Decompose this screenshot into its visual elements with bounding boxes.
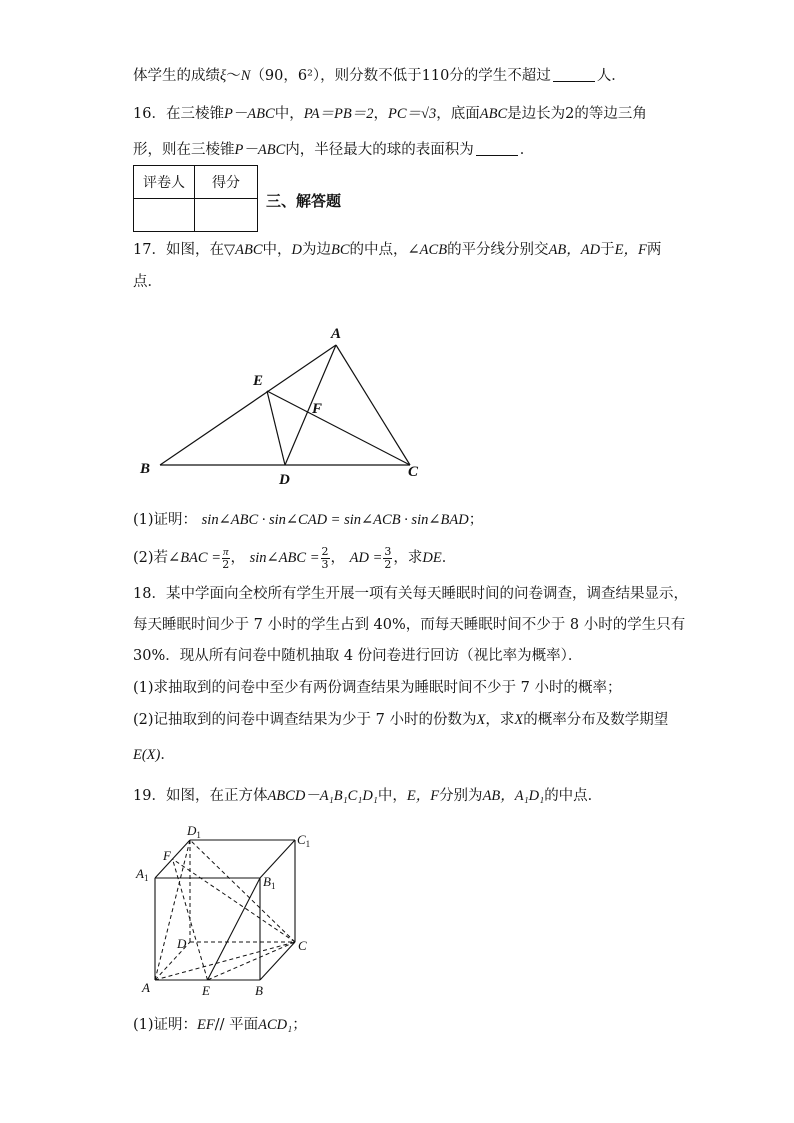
comma: ， bbox=[230, 550, 246, 566]
frac-num: 2 bbox=[321, 544, 329, 558]
part-label: (1)证明： bbox=[133, 1017, 198, 1033]
q19-part-1 bbox=[133, 1015, 307, 1035]
part-label: (1)证明： bbox=[133, 512, 198, 528]
var-x: X bbox=[514, 712, 524, 728]
fraction-3-2 bbox=[383, 546, 392, 571]
q15-text-2: （90，6²），则分数不低于110分的学生不超过 bbox=[250, 68, 551, 84]
comma: ， bbox=[330, 550, 345, 566]
period: ． bbox=[441, 550, 457, 566]
q18-text: 的概率分布及数学期望 bbox=[523, 712, 669, 728]
segment-ed bbox=[267, 391, 285, 465]
q18-line-4: (1)求抽取到的问卷中至少有两份调查结果为睡眠时间不少于 7 小时的概率； bbox=[133, 680, 622, 696]
lines-ab-ad: AB，AD bbox=[548, 242, 601, 258]
label-d1: $D_1$ bbox=[187, 823, 201, 840]
q16-text: ，底面 bbox=[436, 106, 480, 122]
side-ac bbox=[336, 345, 410, 465]
diag-ad1 bbox=[155, 840, 190, 980]
segment-eb1 bbox=[208, 878, 261, 980]
q17-text: 于 bbox=[600, 242, 615, 258]
label-b: B bbox=[140, 461, 151, 477]
comma: ， bbox=[373, 106, 389, 122]
frac-den: 2 bbox=[222, 557, 230, 571]
label-e: E bbox=[202, 983, 210, 998]
pa-pb: PA＝PB＝2 bbox=[303, 106, 374, 122]
q16-text: ． bbox=[519, 142, 535, 158]
q17-text: 点． bbox=[133, 274, 162, 290]
q18-line-5 bbox=[133, 710, 668, 730]
q18-line-1: 18．某中学面向全校所有学生开展一项有关每天睡眠时间的问卷调查，调查结果显示， bbox=[133, 586, 688, 602]
label-b: B bbox=[255, 983, 263, 998]
edge-bc bbox=[260, 942, 295, 980]
base-abc: ABC bbox=[479, 106, 508, 122]
segment-de: DE bbox=[422, 550, 442, 566]
q19-text: 中， bbox=[377, 788, 407, 804]
fraction-pi-2 bbox=[222, 546, 230, 571]
diag-ac bbox=[155, 942, 295, 980]
q15-tail-line bbox=[133, 66, 626, 86]
segment-ef-text: EF bbox=[197, 1017, 215, 1033]
q17-text: 17．如图，在 bbox=[133, 242, 224, 258]
q17-part-1 bbox=[133, 510, 483, 530]
q17-text: 两 bbox=[646, 242, 662, 258]
q19-text: 的中点． bbox=[544, 788, 603, 804]
q18-line-6 bbox=[133, 745, 175, 765]
equation-1: sin∠ABC · sin∠CAD = sin∠ACB · sin∠BAD bbox=[201, 512, 469, 528]
grader-header: 评卷人 bbox=[134, 166, 195, 199]
q16-text: 内，半径最大的球的表面积为 bbox=[285, 142, 474, 158]
score-table bbox=[133, 165, 258, 232]
q16-line-2 bbox=[133, 140, 534, 160]
q18-text: ，求 bbox=[485, 712, 515, 728]
cube-name: ABCD－A₁B₁C₁D₁ bbox=[267, 788, 378, 804]
label-f: F bbox=[312, 401, 323, 417]
q19-line-1 bbox=[133, 786, 602, 806]
q16-text: 是边长为2的等边三角 bbox=[507, 106, 647, 122]
score-header: 得分 bbox=[195, 166, 258, 199]
side-bc: BC bbox=[330, 242, 350, 258]
semicolon: ； bbox=[292, 1017, 307, 1033]
sin-abc: sin∠ABC = bbox=[249, 550, 320, 566]
tetra-name: P－ABC bbox=[223, 106, 275, 122]
q18-line-2: 每天睡眠时间少于 7 小时的学生占到 40%，而每天睡眠时间不少于 8 小时的学生只有 bbox=[133, 617, 686, 633]
frac-den: 2 bbox=[384, 557, 392, 571]
q17-text: ，求 bbox=[393, 550, 423, 566]
angle-acb: ∠ACB bbox=[407, 242, 448, 258]
q15-text-3: 人． bbox=[596, 68, 626, 84]
triangle-abc: ▽ABC bbox=[223, 242, 263, 258]
q17-line-2 bbox=[133, 272, 162, 292]
label-d: D bbox=[177, 936, 187, 951]
q18-text: (2)记抽取到的问卷中调查结果为少于 7 小时的份数为 bbox=[133, 712, 477, 728]
label-c1: $C_1$ bbox=[297, 832, 311, 849]
ad-length: AD = bbox=[349, 550, 383, 566]
q16-text: 形，则在三棱锥 bbox=[133, 142, 235, 158]
q16-text: 16．在三棱锥 bbox=[133, 106, 224, 122]
q18-line-3: 30%．现从所有问卷中随机抽取 4 份问卷进行回访（视比率为概率）． bbox=[133, 648, 583, 664]
q16-line-1 bbox=[133, 104, 647, 124]
q19-text: 19．如图，在正方体 bbox=[133, 788, 268, 804]
fraction-2-3 bbox=[321, 546, 330, 571]
triangle-figure bbox=[130, 318, 430, 493]
grader-cell bbox=[134, 199, 195, 232]
q17-text: 为边 bbox=[301, 242, 331, 258]
diag-cd1 bbox=[190, 840, 295, 942]
part-label: (2)若 bbox=[133, 550, 169, 566]
cube-figure bbox=[130, 820, 330, 1000]
answer-blank bbox=[553, 67, 595, 82]
q17-line-1 bbox=[133, 240, 661, 260]
pc: PC＝√3 bbox=[388, 106, 437, 122]
side-ab bbox=[160, 345, 336, 465]
label-f: F bbox=[163, 848, 171, 863]
q17-text: 中， bbox=[262, 242, 292, 258]
q17-text: 的中点， bbox=[349, 242, 408, 258]
frac-num: 3 bbox=[384, 544, 392, 558]
plane-acd1: ACD₁ bbox=[258, 1017, 293, 1033]
segment-ce bbox=[208, 942, 296, 980]
normal-n: N bbox=[240, 68, 251, 84]
score-cell bbox=[195, 199, 258, 232]
q16-text: 中， bbox=[274, 106, 304, 122]
frac-den: 3 bbox=[321, 557, 329, 571]
segment-ce bbox=[267, 391, 410, 465]
label-e: E bbox=[253, 373, 264, 389]
tilde: ～ bbox=[226, 68, 241, 84]
point-d: D bbox=[291, 242, 302, 258]
q19-text: // 平面 bbox=[214, 1017, 259, 1033]
frac-num: π bbox=[223, 545, 229, 558]
var-x: X bbox=[476, 712, 486, 728]
edges: AB，A₁D₁ bbox=[482, 788, 545, 804]
label-a: A bbox=[331, 326, 342, 342]
points-ef: E，F bbox=[406, 788, 440, 804]
q19-text: 分别为 bbox=[439, 788, 483, 804]
q15-text: 体学生的成绩 bbox=[133, 68, 220, 84]
points-ef: E，F bbox=[614, 242, 647, 258]
expectation: E(X) bbox=[133, 747, 161, 763]
answer-blank bbox=[476, 141, 518, 156]
semicolon: ； bbox=[468, 512, 484, 528]
label-d: D bbox=[279, 472, 290, 488]
q17-text: 的平分线分别交 bbox=[447, 242, 549, 258]
label-c: C bbox=[408, 464, 419, 480]
period: ． bbox=[160, 747, 175, 763]
angle-bac: ∠BAC = bbox=[168, 550, 221, 566]
label-a1: $A_1$ bbox=[136, 866, 149, 883]
label-b1: $B_1$ bbox=[263, 874, 276, 891]
label-c: C bbox=[298, 938, 307, 953]
q17-part-2 bbox=[133, 543, 456, 573]
tetra-name: P－ABC bbox=[234, 142, 286, 158]
edge-b1c1 bbox=[260, 840, 295, 878]
xi-symbol: ξ bbox=[220, 68, 227, 84]
label-a: A bbox=[142, 980, 150, 995]
section-title: 三、解答题 bbox=[266, 192, 342, 210]
